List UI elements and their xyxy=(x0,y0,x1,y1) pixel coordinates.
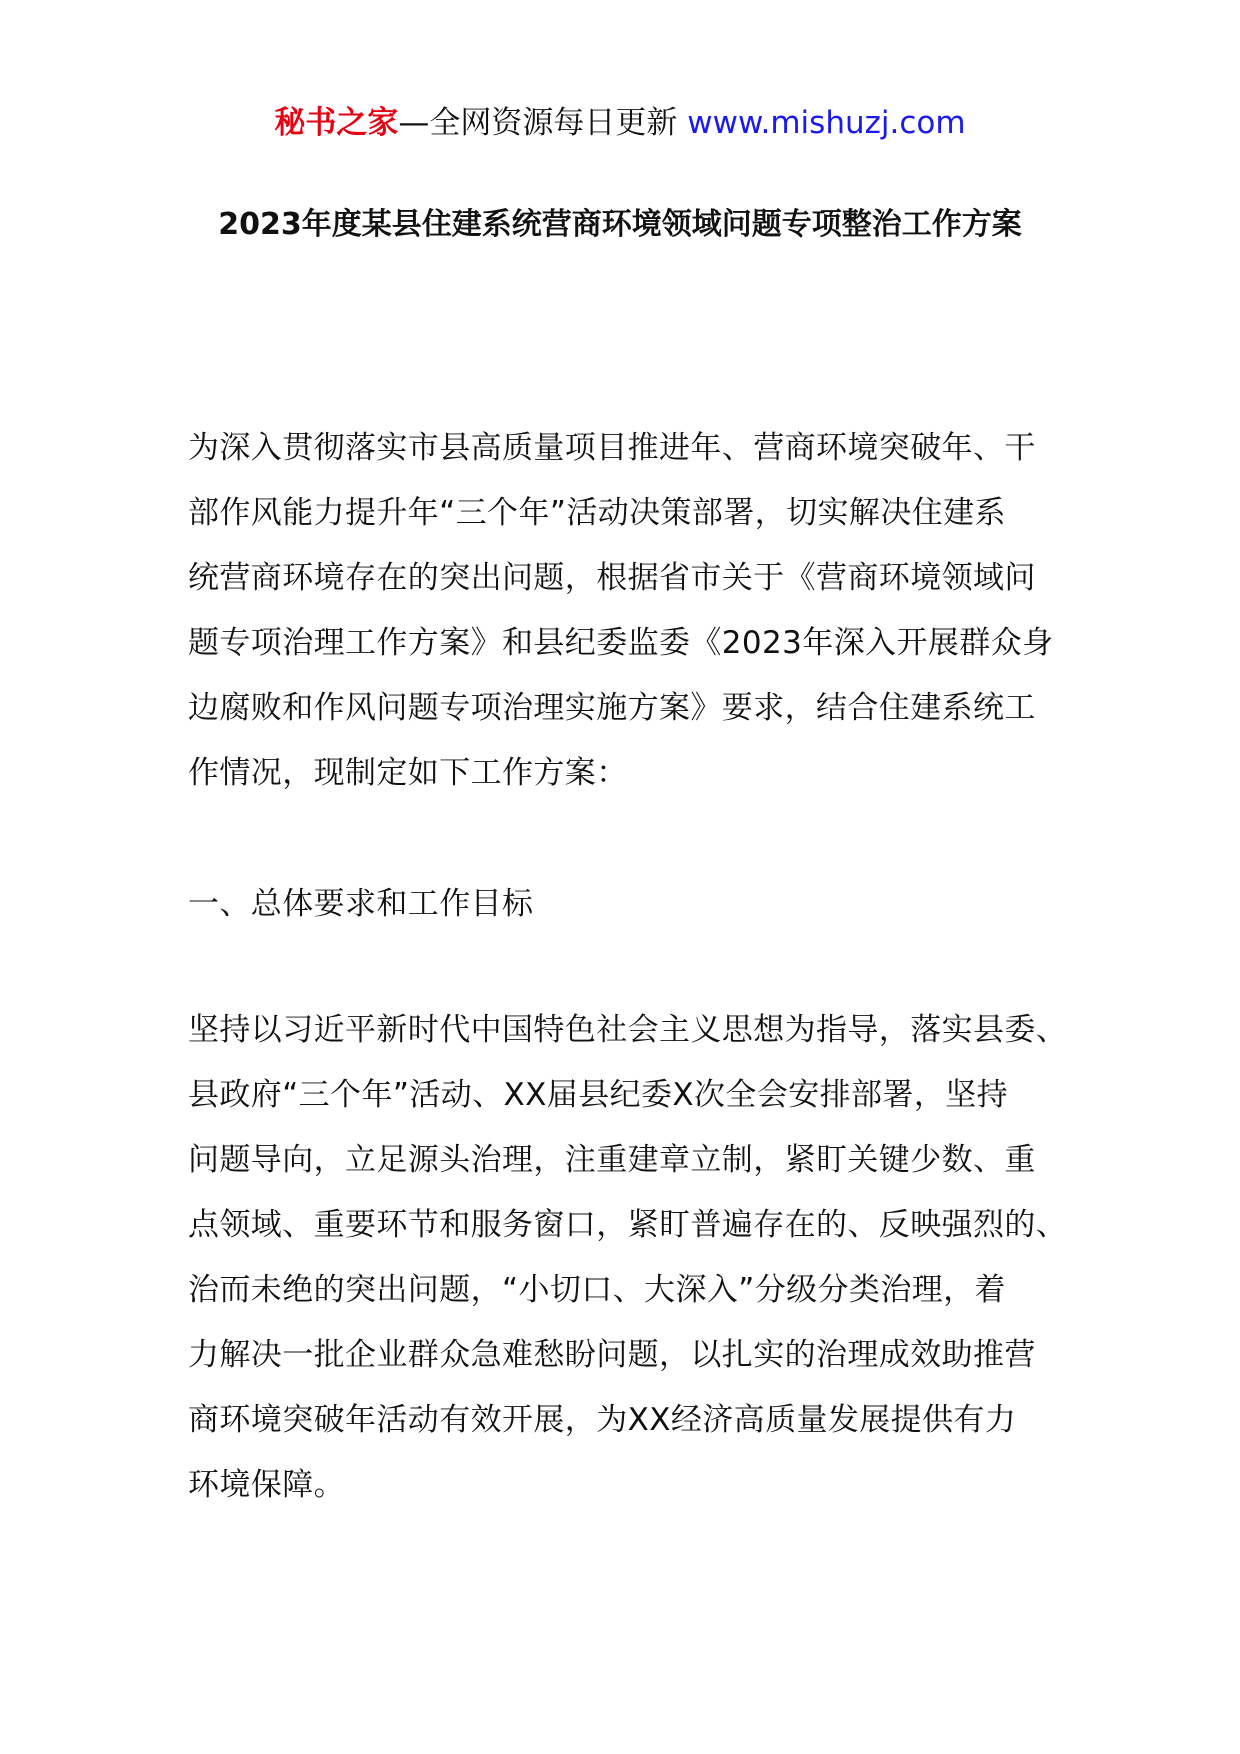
paragraph-line: 县政府“三个年”活动、XX届县纪委X次全会安排部署，坚持 xyxy=(188,1077,1009,1113)
section-heading xyxy=(188,872,1060,937)
paragraph-line: 商环境突破年活动有效开展，为XX经济高质量发展提供有力 xyxy=(188,1402,1017,1438)
header-tagline: —全网资源每日更新 xyxy=(398,105,688,141)
intro-paragraph xyxy=(188,416,1060,806)
paragraph-line: 治而未绝的突出问题，“小切口、大深入”分级分类治理，着 xyxy=(188,1272,1006,1308)
paragraph-line: 题专项治理工作方案》和县纪委监委《2023年深入开展群众身 xyxy=(188,625,1054,661)
paragraph-line: 统营商环境存在的突出问题，根据省市关于《营商环境领域问 xyxy=(188,560,1036,596)
document-title: 2023年度某县住建系统营商环境领域问题专项整治工作方案 xyxy=(218,207,1022,242)
section-heading-text: 一、总体要求和工作目标 xyxy=(188,886,534,922)
site-url[interactable]: www.mishuzj.com xyxy=(687,105,966,141)
paragraph-line: 为深入贯彻落实市县高质量项目推进年、营商环境突破年、干 xyxy=(188,430,1036,466)
paragraph-line: 边腐败和作风问题专项治理实施方案》要求，结合住建系统工 xyxy=(188,690,1036,726)
section-paragraph xyxy=(188,998,1068,1518)
paragraph-line: 部作风能力提升年“三个年”活动决策部署，切实解决住建系 xyxy=(188,495,1006,531)
paragraph-line: 点领域、重要环节和服务窗口，紧盯普遍存在的、反映强烈的、 xyxy=(188,1207,1068,1243)
paragraph-line: 环境保障。 xyxy=(188,1467,345,1503)
paragraph-line: 坚持以习近平新时代中国特色社会主义思想为指导，落实县委、 xyxy=(188,1012,1068,1048)
site-header xyxy=(0,100,1240,146)
brand-name: 秘书之家 xyxy=(274,105,399,141)
paragraph-line: 作情况，现制定如下工作方案： xyxy=(188,755,628,791)
paragraph-line: 问题导向，立足源头治理，注重建章立制，紧盯关键少数、重 xyxy=(188,1142,1036,1178)
paragraph-line: 力解决一批企业群众急难愁盼问题，以扎实的治理成效助推营 xyxy=(188,1337,1036,1373)
